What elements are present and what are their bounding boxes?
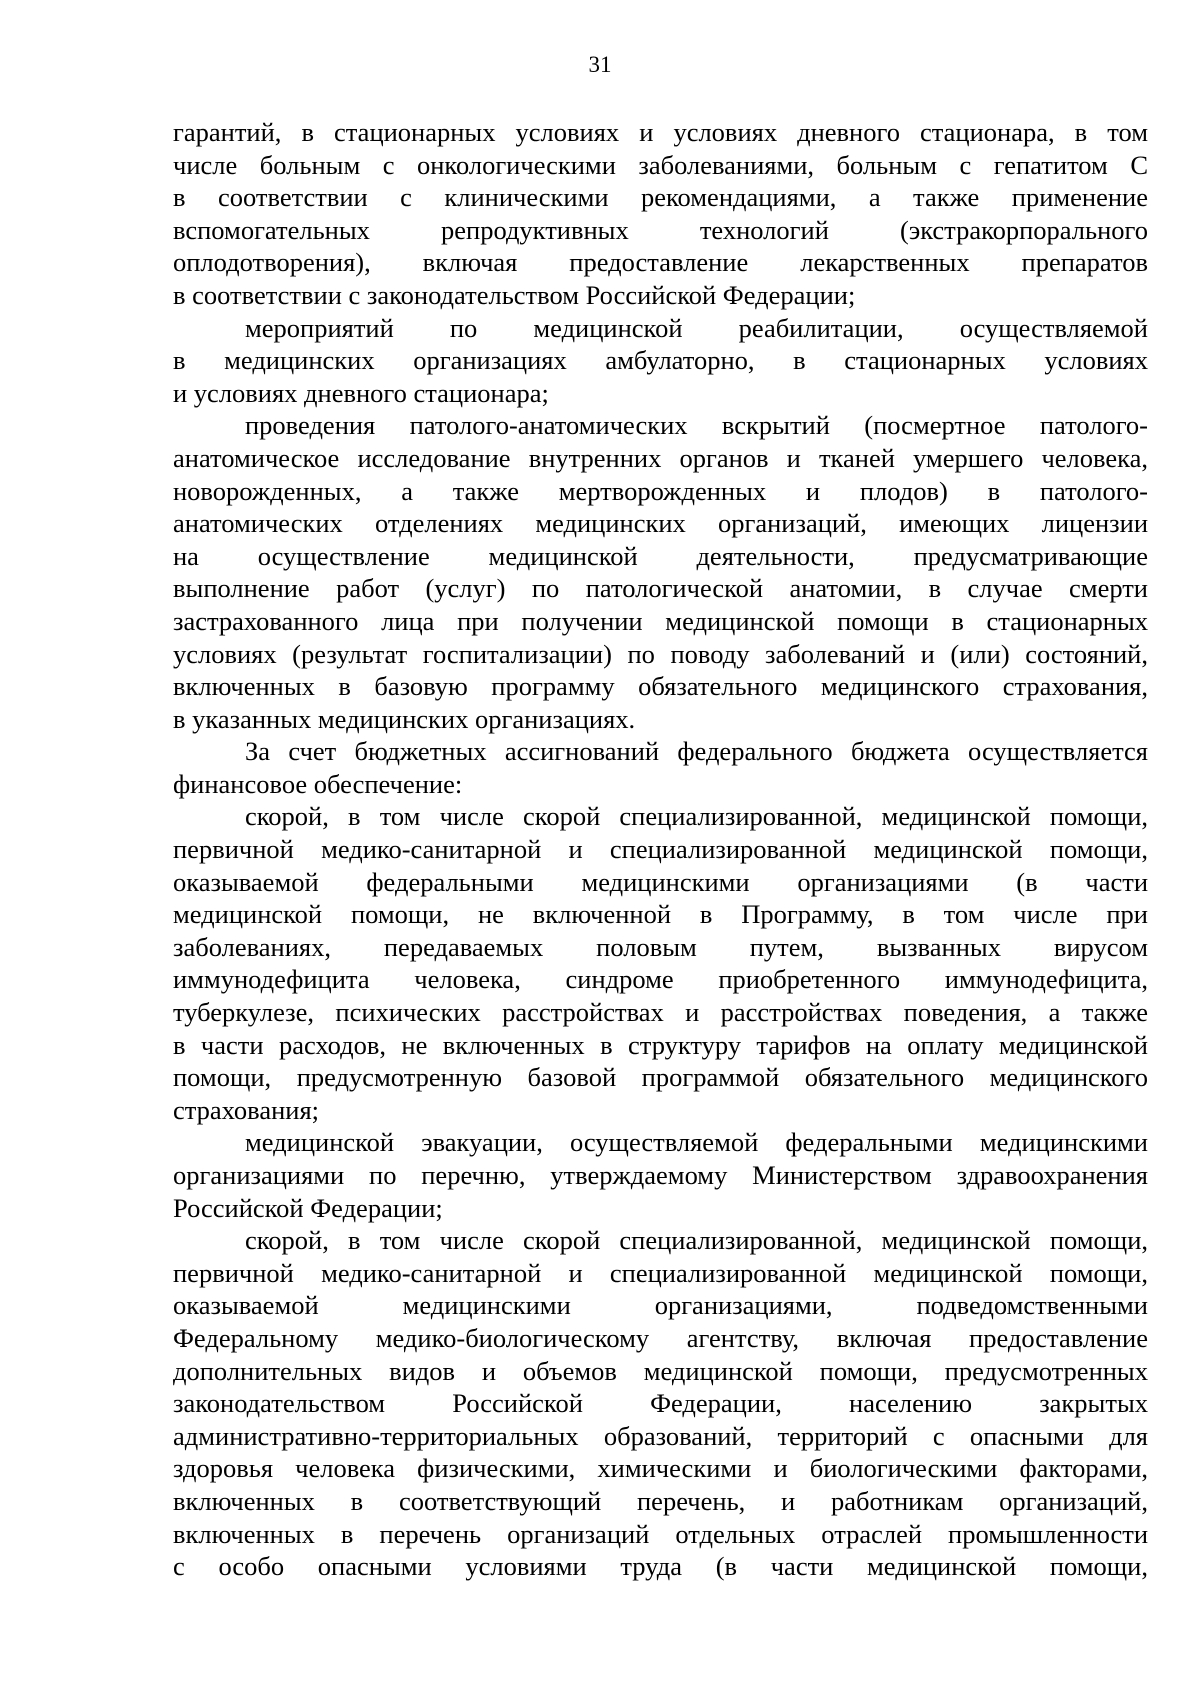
text-line: анатомическое исследование внутренних органов и тканей умершего человека, xyxy=(173,442,1148,473)
text-line: иммунодефицита человека, синдроме приобретенного иммунодефицита, xyxy=(173,964,1148,995)
text-line: туберкулезе, психических расстройствах и расстройствах поведения, а также xyxy=(173,997,1148,1028)
text-line: законодательством Российской Федерации, населению закрытых xyxy=(173,1388,1148,1419)
text-line: страхования; xyxy=(173,1094,320,1125)
text-line: За счет бюджетных ассигнований федерального бюджета осуществляется xyxy=(245,736,1148,767)
text-line: скорой, в том числе скорой специализированной, медицинской помощи, xyxy=(245,801,1148,832)
text-line: на осуществление медицинской деятельности, предусматривающие xyxy=(173,540,1148,571)
text-line: оплодотворения), включая предоставление лекарственных препаратов xyxy=(173,247,1148,278)
text-line: административно-территориальных образований, территорий с опасными для xyxy=(173,1420,1148,1451)
text-line: включенных в соответствующий перечень, и работникам организаций, xyxy=(173,1485,1148,1516)
text-line: с особо опасными условиями труда (в части медицинской помощи, xyxy=(173,1551,1148,1582)
text-line: выполнение работ (услуг) по патологической анатомии, в случае смерти xyxy=(173,573,1148,604)
paragraph xyxy=(173,800,1148,1126)
text-line: в части расходов, не включенных в структуру тарифов на оплату медицинской xyxy=(173,1029,1148,1060)
text-line: гарантий, в стационарных условиях и условиях дневного стационара, в том xyxy=(173,117,1148,147)
text-line: заболеваниях, передаваемых половым путем, вызванных вирусом xyxy=(173,931,1148,962)
text-line: мероприятий по медицинской реабилитации, осуществляемой xyxy=(245,312,1148,343)
text-line: Российской Федерации; xyxy=(173,1192,443,1223)
text-line: финансовое обеспечение: xyxy=(173,768,463,799)
text-line: включенных в перечень организаций отдельных отраслей промышленности xyxy=(173,1518,1148,1549)
text-line: оказываемой федеральными медицинскими организациями (в части xyxy=(173,866,1148,897)
text-line: анатомических отделениях медицинских организаций, имеющих лицензии xyxy=(173,508,1148,539)
paragraph xyxy=(173,735,1148,800)
text-line: дополнительных видов и объемов медицинской помощи, предусмотренных xyxy=(173,1355,1148,1386)
text-line: первичной медико-санитарной и специализированной медицинской помощи, xyxy=(173,1257,1148,1288)
text-line: медицинской помощи, не включенной в Программу, в том числе при xyxy=(173,899,1148,930)
text-line: оказываемой медицинскими организациями, подведомственными xyxy=(173,1290,1148,1321)
text-line: Федеральному медико-биологическому агентству, включая предоставление xyxy=(173,1322,1148,1353)
text-line: организациями по перечню, утверждаемому Министерством здравоохранения xyxy=(173,1160,1148,1190)
text-line: включенных в базовую программу обязательного медицинского страхования, xyxy=(173,671,1148,702)
text-line: условиях (результат госпитализации) по поводу заболеваний и (или) состояний, xyxy=(173,638,1148,669)
paragraph xyxy=(173,1126,1148,1224)
text-line: и условиях дневного стационара; xyxy=(173,377,549,408)
paragraph xyxy=(173,409,1148,735)
document-body xyxy=(173,116,1148,1583)
text-line: вспомогательных репродуктивных технологий (экстракорпорального xyxy=(173,214,1148,245)
text-line: застрахованного лица при получении медицинской помощи в стационарных xyxy=(173,605,1148,636)
text-line: в указанных медицинских организациях. xyxy=(173,703,636,734)
text-line: в медицинских организациях амбулаторно, в стационарных условиях xyxy=(173,345,1148,376)
text-line: помощи, предусмотренную базовой программой обязательного медицинского xyxy=(173,1062,1148,1093)
paragraph xyxy=(173,1224,1148,1583)
text-line: числе больным с онкологическими заболеваниями, больным с гепатитом С xyxy=(173,149,1148,180)
text-line: новорожденных, а также мертворожденных и плодов) в патолого- xyxy=(173,475,1148,506)
text-line: в соответствии с законодательством Российской Федерации; xyxy=(173,279,856,310)
text-line: скорой, в том числе скорой специализированной, медицинской помощи, xyxy=(245,1225,1148,1256)
paragraph xyxy=(173,116,1148,312)
text-line: медицинской эвакуации, осуществляемой федеральными медицинскими xyxy=(245,1127,1148,1158)
paragraph xyxy=(173,312,1148,410)
text-line: в соответствии с клиническими рекомендациями, а также применение xyxy=(173,182,1148,213)
text-line: проведения патолого-анатомических вскрытий (посмертное патолого- xyxy=(245,410,1148,441)
text-line: здоровья человека физическими, химическими и биологическими факторами, xyxy=(173,1453,1148,1484)
page-number: 31 xyxy=(588,52,612,77)
text-line: первичной медико-санитарной и специализированной медицинской помощи, xyxy=(173,834,1148,865)
